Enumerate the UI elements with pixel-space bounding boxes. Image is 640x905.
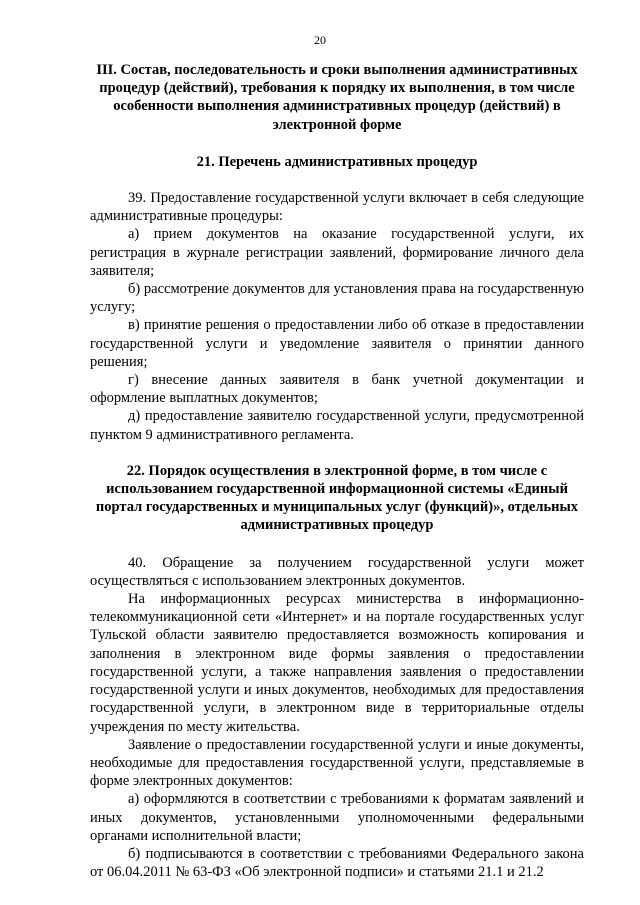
list-item-a-formats: а) оформляются в соответствии с требованиями к форматам заявлений и иных документов, установленными уполномоченными федеральными органами исполнительной власти; — [90, 791, 584, 844]
paragraph-portal: На информационных ресурсах министерства в информационно-телекоммуникационной сети «Интернет» и на портале государственных услуг Тульской области заявителю предоставляется возможность копирования и заполнения в электронном виде формы заявления о предоставлении государственной услуги, а также направления заявления о предоставлении государственной услуги и иных документов, необходимых для предоставления государственной услуги, в электронном виде в территориальные отделы учреждения по месту жительства. — [90, 591, 584, 735]
list-item-b-signature: б) подписываются в соответствии с требованиями Федерального закона от 06.04.2011 № 63-ФЗ «Об электронной подписи» и статьями 21.1 и 21.2 — [90, 845, 584, 881]
paragraph-40: 40. Обращение за получением государственной услуги может осуществляться с использованием электронных документов. — [90, 554, 584, 589]
list-item-v: в) принятие решения о предоставлении либо об отказе в предоставлении государственной услуги и уведомление заявителя о принятии данного решения; — [90, 317, 584, 370]
paragraph-application: Заявление о предоставлении государственной услуги и иные документы, необходимые для предоставления государственной услуги, представляемые в форме электронных документов: — [90, 736, 584, 790]
list-item-g: г) внесение данных заявителя в банк учетной документации и оформление выплатных документов; — [90, 372, 584, 407]
spacer — [90, 444, 584, 462]
list-item-d: д) предоставление заявителю государственной услуги, предусмотренной пунктом 9 административного регламента. — [90, 408, 584, 443]
section-title: III. Состав, последовательность и сроки выполнения административных процедур (действий), требования к порядку их выполнения, в том числе особенности выполнения административных процедур (действий) в электронной форме — [96, 62, 578, 133]
spacer — [90, 171, 584, 189]
spacer — [90, 134, 584, 153]
paragraph-39: 39. Предоставление государственной услуги включает в себя следующие административные процедуры: — [90, 190, 584, 225]
spacer — [90, 535, 584, 554]
list-item-b: б) рассмотрение документов для установления права на государственную услугу; — [90, 281, 584, 316]
subsection-21-title: 21. Перечень административных процедур — [196, 153, 478, 170]
page-number: 20 — [314, 33, 326, 47]
list-item-a: а) прием документов на оказание государственной услуги, их регистрация в журнале регистрации заявлений, формирование личного дела заявителя; — [90, 226, 584, 279]
document-body — [90, 61, 584, 881]
subsection-22-title: 22. Порядок осуществления в электронной форме, в том числе с использованием государственной информационной системы «Единый портал государственных и муниципальных услуг (функций)», отдельных административных процедур — [95, 462, 579, 534]
